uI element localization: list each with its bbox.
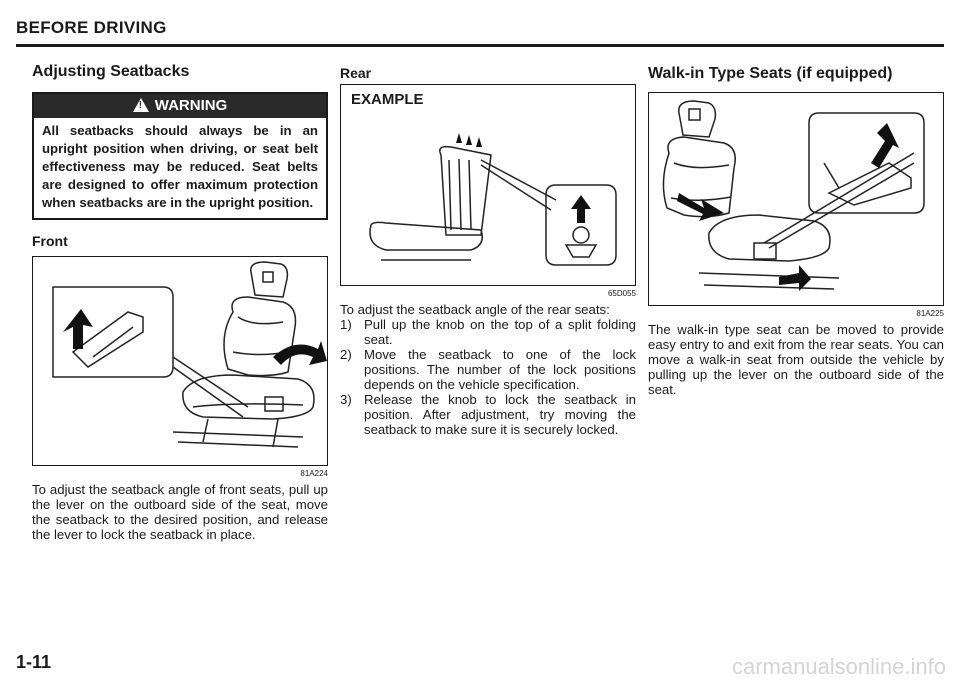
warning-label: WARNING xyxy=(154,97,228,114)
step-number: 1) xyxy=(340,317,352,332)
subheading-rear: Rear xyxy=(340,65,372,81)
front-seat-illustration xyxy=(33,257,327,465)
subheading-front: Front xyxy=(32,233,68,249)
step-text: Move the seatback to one of the lock positions. The number of the lock positions depends on the vehicle specification. xyxy=(364,347,636,392)
rear-step-1 xyxy=(340,317,636,347)
step-text: Pull up the knob on the top of a split folding seat. xyxy=(364,317,636,347)
header-rule xyxy=(16,44,944,47)
walk-in-seat-illustration xyxy=(649,93,943,305)
step-number: 2) xyxy=(340,347,352,362)
rear-step-3 xyxy=(340,392,636,437)
column-walk-in-seats xyxy=(648,62,944,397)
warning-text: All seatbacks should always be in an upright position when driving, or seat belt effectiveness may be reduced. Seat belts are designed to offer maximum protection when seatbacks are in the upright position. xyxy=(42,123,318,210)
figure-code-rear: 65D055 xyxy=(607,289,636,298)
example-label: EXAMPLE xyxy=(351,91,424,108)
step-number: 3) xyxy=(340,392,352,407)
warning-box xyxy=(32,92,328,220)
page-number: 1-11 xyxy=(16,652,52,672)
front-seat-instructions: To adjust the seatback angle of front seats, pull up the lever on the outboard side of the seat, move the seatback to the desired position, and release the lever to lock the seatback in place. xyxy=(32,482,328,542)
section-heading-walk-in: Walk-in Type Seats (if equipped) xyxy=(648,65,893,82)
rear-seat-illustration xyxy=(341,85,635,285)
figure-code-walk-in: 81A225 xyxy=(916,309,944,318)
warning-header xyxy=(34,94,326,118)
column-front-seats xyxy=(32,62,328,542)
section-header: BEFORE DRIVING xyxy=(16,18,167,37)
rear-seat-intro: To adjust the seatback angle of the rear seats: xyxy=(340,302,610,317)
watermark: carmanualsonline.info xyxy=(731,654,946,679)
step-text: Release the knob to lock the seatback in position. After adjustment, try moving the seatback to make sure it is securely locked. xyxy=(364,392,636,437)
front-seat-figure xyxy=(32,256,328,466)
rear-step-2 xyxy=(340,347,636,392)
warning-triangle-icon xyxy=(133,98,149,112)
walk-in-seat-description: The walk-in type seat can be moved to provide easy entry to and exit from the rear seats. You can move a walk-in seat from outside the vehicle by pulling up the lever on the outboard side of the seat. xyxy=(648,322,944,397)
figure-code-front: 81A224 xyxy=(300,469,328,478)
rear-seat-steps xyxy=(340,317,636,437)
rear-seat-figure xyxy=(340,84,636,286)
section-heading-adjusting-seatbacks: Adjusting Seatbacks xyxy=(32,63,190,80)
walk-in-seat-figure xyxy=(648,92,944,306)
column-rear-seats xyxy=(340,62,636,437)
